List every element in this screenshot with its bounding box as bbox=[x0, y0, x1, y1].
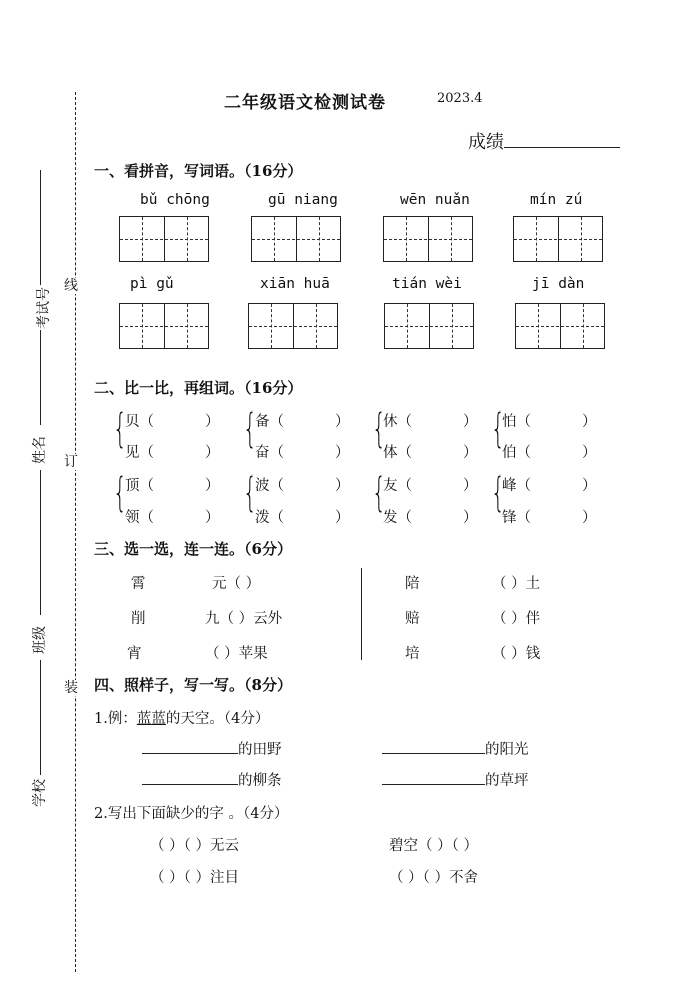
pinyin-2: gū niang bbox=[268, 192, 338, 208]
writing-box-7[interactable] bbox=[384, 303, 474, 349]
pinyin-7: tián wèi bbox=[392, 276, 462, 292]
example-prefix: 1.例： bbox=[94, 711, 137, 727]
idiom-item[interactable]: （ ）（ ）不舍 bbox=[389, 870, 478, 886]
idiom-item[interactable]: （ ）（ ）注目 bbox=[150, 870, 239, 886]
class-label: 班级 bbox=[32, 626, 48, 654]
example-word: 蓝蓝 bbox=[136, 711, 166, 727]
compare-char: 锋（ bbox=[502, 510, 531, 526]
match-char[interactable]: 削 bbox=[131, 611, 146, 627]
fill-item-text: 的柳条 bbox=[238, 773, 282, 789]
example-line bbox=[94, 707, 269, 728]
class-line[interactable] bbox=[40, 470, 41, 615]
section3-divider bbox=[361, 568, 362, 660]
pinyin-6: xiān huā bbox=[260, 276, 330, 292]
match-char[interactable]: 霄 bbox=[131, 576, 146, 592]
compare-char: 顶（ bbox=[125, 478, 154, 494]
binding-char-zhuang: 装 bbox=[64, 680, 78, 696]
exam-date: 2023.4 bbox=[437, 91, 483, 106]
name-label: 姓名 bbox=[32, 436, 48, 464]
writing-box-2[interactable] bbox=[251, 216, 341, 262]
compare-close: ） bbox=[463, 445, 478, 461]
compare-char: 友（ bbox=[383, 478, 412, 494]
idiom-item[interactable]: 碧空（ ）（ ） bbox=[389, 838, 478, 854]
compare-close: ） bbox=[205, 510, 220, 526]
fill-blank[interactable] bbox=[382, 739, 485, 754]
school-label: 学校 bbox=[32, 779, 48, 807]
compare-close: ） bbox=[463, 478, 478, 494]
compare-char: 体（ bbox=[383, 445, 412, 461]
compare-close: ） bbox=[335, 478, 350, 494]
compare-close: ） bbox=[335, 445, 350, 461]
pinyin-3: wēn nuǎn bbox=[400, 192, 470, 208]
compare-char: 贝（ bbox=[125, 414, 154, 430]
page-title: 二年级语文检测试卷 bbox=[224, 93, 386, 113]
fill-item[interactable] bbox=[382, 769, 529, 790]
compare-char: 怕（ bbox=[502, 414, 531, 430]
compare-close: ） bbox=[335, 414, 350, 430]
fill-item-text: 的草坪 bbox=[485, 773, 529, 789]
fill-item-text: 的田野 bbox=[238, 742, 282, 758]
idiom-item[interactable]: （ ）（ ）无云 bbox=[150, 838, 239, 854]
exam-number-label: 考试号 bbox=[36, 287, 52, 329]
fill-item[interactable] bbox=[142, 738, 282, 759]
compare-close: ） bbox=[463, 414, 478, 430]
match-phrase[interactable]: 九（ ）云外 bbox=[205, 611, 283, 627]
binding-dashed-line bbox=[75, 92, 76, 972]
fill-blank[interactable] bbox=[142, 770, 238, 785]
writing-box-3[interactable] bbox=[383, 216, 473, 262]
match-char[interactable]: 陪 bbox=[405, 576, 420, 592]
match-char[interactable]: 培 bbox=[405, 646, 420, 662]
compare-char: 发（ bbox=[383, 510, 412, 526]
score-blank[interactable] bbox=[504, 133, 620, 148]
compare-close: ） bbox=[582, 510, 597, 526]
compare-char: 见（ bbox=[125, 445, 154, 461]
writing-box-8[interactable] bbox=[515, 303, 605, 349]
writing-box-1[interactable] bbox=[119, 216, 209, 262]
compare-char: 领（ bbox=[125, 510, 154, 526]
brace-icon: { bbox=[372, 470, 386, 516]
compare-close: ） bbox=[205, 445, 220, 461]
name-line[interactable] bbox=[40, 330, 41, 425]
compare-char: 泼（ bbox=[255, 510, 284, 526]
match-phrase[interactable]: （ ）苹果 bbox=[205, 646, 268, 662]
brace-icon: { bbox=[113, 470, 127, 516]
exam-number-line[interactable] bbox=[40, 170, 41, 285]
section4-heading: 四、照样子，写一写。（8分） bbox=[94, 676, 292, 694]
compare-close: ） bbox=[335, 510, 350, 526]
section3-heading: 三、选一选，连一连。（6分） bbox=[94, 540, 292, 558]
compare-char: 波（ bbox=[255, 478, 284, 494]
compare-close: ） bbox=[205, 414, 220, 430]
binding-char-xian: 线 bbox=[64, 278, 78, 294]
fill-item-text: 的阳光 bbox=[485, 742, 529, 758]
example-suffix: 的天空。（4分） bbox=[165, 711, 270, 727]
compare-close: ） bbox=[463, 510, 478, 526]
compare-char: 奋（ bbox=[255, 445, 284, 461]
compare-char: 峰（ bbox=[502, 478, 531, 494]
section2-heading: 二、比一比，再组词。（16分） bbox=[94, 379, 303, 397]
match-phrase[interactable]: （ ）伴 bbox=[492, 611, 541, 627]
writing-box-5[interactable] bbox=[119, 303, 209, 349]
pinyin-8: jī dàn bbox=[532, 276, 585, 292]
writing-box-6[interactable] bbox=[248, 303, 338, 349]
brace-icon: { bbox=[113, 406, 127, 452]
score-field[interactable] bbox=[468, 128, 620, 154]
compare-close: ） bbox=[582, 414, 597, 430]
compare-close: ） bbox=[582, 445, 597, 461]
fill-blank[interactable] bbox=[142, 739, 238, 754]
brace-icon: { bbox=[491, 406, 505, 452]
section1-heading: 一、看拼音，写词语。（16分） bbox=[94, 162, 303, 180]
match-char[interactable]: 宵 bbox=[127, 646, 142, 662]
match-phrase[interactable]: 元（ ） bbox=[212, 576, 261, 592]
brace-icon: { bbox=[243, 406, 257, 452]
pinyin-5: pì gǔ bbox=[130, 276, 174, 292]
match-char[interactable]: 赔 bbox=[405, 611, 420, 627]
compare-char: 伯（ bbox=[502, 445, 531, 461]
brace-icon: { bbox=[372, 406, 386, 452]
writing-box-4[interactable] bbox=[513, 216, 603, 262]
brace-icon: { bbox=[491, 470, 505, 516]
compare-close: ） bbox=[205, 478, 220, 494]
pinyin-4: mín zú bbox=[530, 192, 583, 208]
fill-item[interactable] bbox=[142, 769, 282, 790]
score-label: 成绩 bbox=[468, 132, 504, 153]
brace-icon: { bbox=[243, 470, 257, 516]
compare-char: 休（ bbox=[383, 414, 412, 430]
pinyin-1: bǔ chōng bbox=[140, 192, 210, 208]
compare-close: ） bbox=[582, 478, 597, 494]
compare-char: 备（ bbox=[255, 414, 284, 430]
school-line[interactable] bbox=[40, 660, 41, 775]
fill-item[interactable] bbox=[382, 738, 529, 759]
question-2: 2.写出下面缺少的字 。（4分） bbox=[94, 806, 289, 822]
fill-blank[interactable] bbox=[382, 770, 485, 785]
binding-char-ding: 订 bbox=[64, 454, 78, 470]
match-phrase[interactable]: （ ）土 bbox=[492, 576, 541, 592]
match-phrase[interactable]: （ ）钱 bbox=[492, 646, 541, 662]
